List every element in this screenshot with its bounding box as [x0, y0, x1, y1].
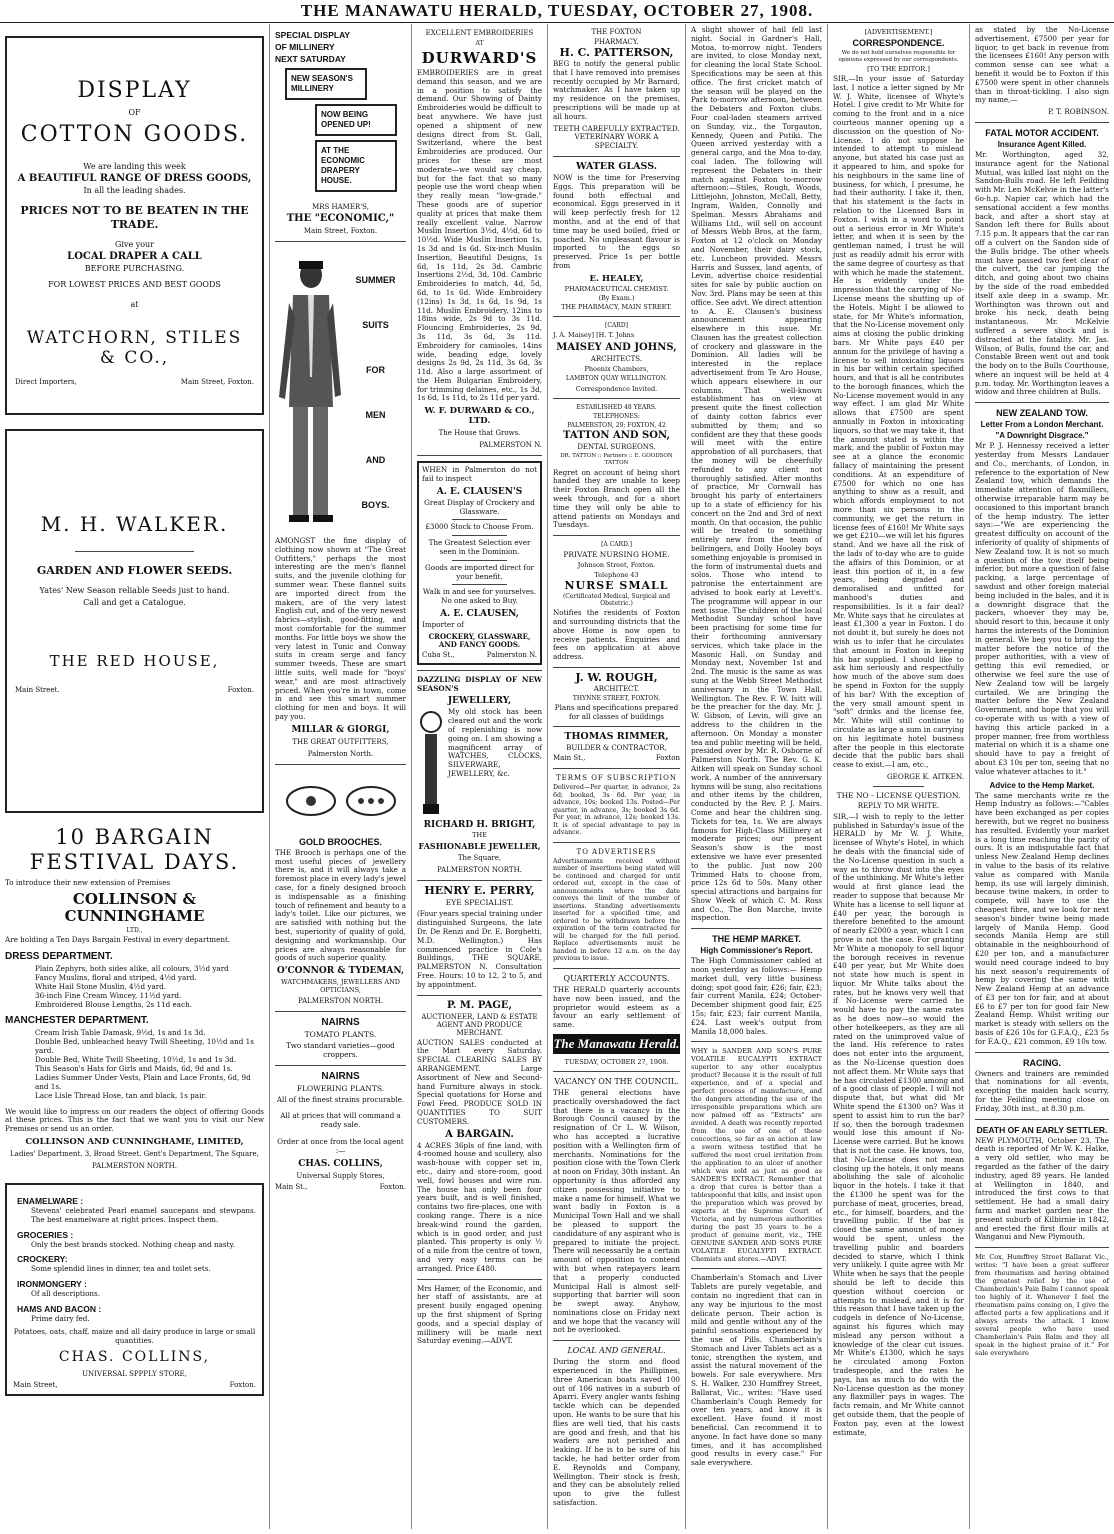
- clausen-foot-right: Palmerston N.: [486, 650, 537, 659]
- cotton-goods-ad: [5, 36, 264, 415]
- nairns-2-t1: All of the finest strains procurable.: [276, 1094, 405, 1104]
- patterson-h1: THE FOXTON: [591, 28, 642, 36]
- cotton-p7: BEFORE PURCHASING.: [84, 264, 185, 273]
- vacancy-heading: VACANCY ON THE COUNCIL.: [554, 1076, 679, 1086]
- nursing-card: [A CARD.]: [601, 541, 632, 549]
- suits-city: Palmerston North.: [307, 749, 374, 758]
- nairns-2-t2: All at prices that will command a ready sale.: [280, 1111, 401, 1130]
- manchester-item: Double Bed, unbleached heavy Twill Sheeting, 10½d and 1s yard.: [35, 1036, 254, 1055]
- patterson-teeth: TEETH CAREFULLY EXTRACTED. VETERINARY WORK A SPECIALTY.: [553, 123, 680, 151]
- manchester-item: Double Bed, White Twill Sheeting, 10½d, 1s and 1s 3d.: [35, 1054, 237, 1064]
- walker-p1: Yates' New Season reliable Seeds just to hand.: [39, 586, 230, 595]
- bargain-p2: Are holding a Ten Days Bargain Festival in every department.: [5, 934, 231, 944]
- tatton-est: ESTABLISHED 48 YEARS.: [576, 403, 657, 411]
- cotton-goods-heading: COTTON GOODS.: [20, 122, 249, 147]
- to-the-editor: [TO THE EDITOR.]: [867, 65, 930, 73]
- nairns-2-footer: [275, 1183, 406, 1192]
- nairns-2-foot-right: Foxton.: [379, 1182, 406, 1191]
- bargain-p3: We would like to impress on our readers the object of offering Goods at these prices. This is the fact that we want you to visit our New Premises or send us an order.: [5, 1106, 264, 1134]
- cotton-of: OF: [128, 108, 141, 117]
- clausen-p7: Importer of: [422, 620, 464, 630]
- collins-name: CHAS. COLLINS,: [58, 1349, 211, 1366]
- maisey-name: MAISEY AND JOHNS,: [556, 341, 677, 353]
- nairns-2-agent: CHAS. COLLINS,: [298, 1158, 383, 1169]
- bargain-intro: To introduce their new extension of Premises: [5, 878, 171, 887]
- dress-dept-heading: DRESS DEPARTMENT.: [5, 950, 113, 962]
- tatton-tel2: PALMERSTON, 29; FOXTON, 42: [567, 421, 666, 429]
- brooches-title: GOLD BROOCHES.: [298, 836, 382, 847]
- nairns-1-sub: TOMATO PLANTS.: [304, 1030, 377, 1040]
- clausen-name2: A. E. CLAUSEN,: [440, 609, 519, 620]
- quarterly-heading: QUARTERLY ACCOUNTS.: [563, 973, 670, 983]
- suits-firm: MILLAR & GIORGI,: [291, 724, 390, 735]
- dress-items: [5, 964, 264, 1009]
- suits-word-1: SUMMER: [355, 274, 396, 285]
- collins-ad: [5, 1183, 264, 1396]
- column-5: [686, 24, 828, 1529]
- crockery-heading: CROCKERY:: [17, 1254, 68, 1265]
- water-glass-title: WATER GLASS.: [575, 160, 658, 172]
- nursing-addr: Johnson Street, Foxton.: [577, 561, 656, 570]
- bright-heading: DAZZLING DISPLAY OF NEW SEASON'S: [417, 674, 542, 693]
- column-7: [970, 24, 1114, 1529]
- rough-text: Plans and specifications prepared for all classes of buildings: [554, 702, 679, 721]
- nairns-2-name: NAIRNS: [321, 1070, 360, 1082]
- groceries-text: Only the best brands stocked. Nothing cheap and nasty.: [31, 1239, 235, 1249]
- cotton-p9: at: [130, 300, 139, 309]
- cotton-footer: [15, 378, 254, 387]
- maisey-corr: Correspondence Invited.: [575, 384, 658, 393]
- dress-item: Fancy Muslins, floral and striped, 4½d yard.: [35, 972, 197, 982]
- bargain-addr: Ladies' Department, 3, Broad Street. Gent's Department, The Square,: [10, 1149, 259, 1158]
- millinery-addr: Main Street, Foxton.: [303, 227, 378, 235]
- bargain-ad: [5, 825, 264, 1171]
- healey-sub: PHARMACEUTICAL CHEMIST.: [564, 284, 669, 293]
- chamberlain-ad-text: Chamberlain's Stomach and Liver Tablets are purely vegetable, and contain no ingredient that can in any way be injurious to the most delicate person. Their action is mild and gentle without any of the painful sensations experienced by the use of Pills. Chamberlain's Stomach and Liver Tablets act as a tonic, strengthen the system, and assist the natural movement of the bowels. For sale everywhere. Mrs S. H. Walker, 230 Humffrey Street, Ballarat, Vic., writes: "Have used Chamberlain's Cough Remedy for over ten years, and know it is excellent. Have found it most beneficial. Can recommend it to anyone. In fact have done so many times, and it has accomplished good results in every case." For sale everywhere.: [691, 1273, 822, 1468]
- letter-robinson-cont: as stated by the No-License advertisement, £7500 per year for liquor, to get back in revenue from the licensees £160! Any person with common sense can see what a benefit it would be to Foxton if this £7500 were spent in other channels than in throat-tickling. I also sign my name,—: [975, 25, 1109, 105]
- page-sub: AUCTIONEER, LAND & ESTATE AGENT AND PRODUCE MERCHANT.: [421, 1012, 538, 1037]
- perry-name: HENRY E. PERRY,: [424, 884, 535, 898]
- hamer-note: Mrs Hamer, of the Economic, and her staff of assistants, are at present busily engaged opening up the first shipment of Spring goods, and a special display of millinery will be made next Saturday evening.—ADVT.: [417, 1283, 542, 1346]
- bright-text: My old stock has been cleared out and the work of replenishing is now going on. I am showing a magnificent array of WATCHES, CLOCKS, SILVERWARE, JEWELLERY, &c.: [448, 707, 542, 779]
- page-bargain-heading: A BARGAIN.: [445, 1128, 514, 1140]
- fatal-accident-subheading: Insurance Agent Killed.: [997, 139, 1087, 149]
- manchester-item: Ladies Summer Under Vests, Plain and Lace Fronts, 6d, 9d and 1s.: [35, 1072, 251, 1091]
- cotton-p6: LOCAL DRAPER A CALL: [67, 251, 202, 262]
- tatton-text: Regret on account of being short handed they are unable to keep their Foxton Branch open all the week through, and for a short time they will only be able to attend patients on Mondays and Tuesdays.: [553, 467, 680, 530]
- collins-foot-left: Main Street,: [13, 1381, 58, 1390]
- tatton-name: TATTON AND SON,: [563, 429, 670, 441]
- collins-foot-right: Foxton.: [229, 1381, 256, 1390]
- millinery-box-2-text: NOW BEING OPENED UP!: [321, 110, 371, 129]
- maisey-sub: ARCHITECTS.: [590, 354, 643, 363]
- perry-sub: EYE SPECIALIST.: [445, 898, 514, 908]
- fatal-accident-heading: FATAL MOTOR ACCIDENT.: [985, 127, 1099, 138]
- column-2: [270, 24, 412, 1529]
- advertisers-text: Advertisements received without number of insertions being stated will be continued and charged for until ordered out, except in the case of announcements where the date conveys the limit of the number of insertions. Standing advertisements inserted for a specified time, and ordered to be withdrawn before the expiration of the term contracted for will be charged for the full period. Replace advertisements must be handed in before 12 a.m. on the day previous to issue.: [553, 857, 680, 963]
- cotton-p2: A BEAUTIFUL RANGE OF DRESS GOODS,: [17, 173, 252, 184]
- cotton-p3: In all the leading shades.: [83, 186, 186, 195]
- walker-house: THE RED HOUSE,: [49, 652, 220, 670]
- suits-word-4: MEN: [365, 409, 386, 420]
- correspondence-heading: CORRESPONDENCE.: [852, 38, 945, 48]
- maisey-addr: Phoenix Chambers,: [584, 364, 649, 373]
- healey-sub2: (By Exam.): [598, 293, 635, 302]
- page-bargain-text: 4 ACRES 36pls of fine land, with 4-roomed house and scullery, also wash-house with copper set in, etc., dairy and store-room, good well, fowl houses and wire run. The house has only been four years built, and is well finished, contains two fire-places, one with cooking range. There is a nice break-wind round the garden, which is in good order, and just planted. This property is only ½ of a mile from the centre of town, and very easy terms can be arranged. Price £480.: [417, 1140, 542, 1273]
- bright-addr: The Square,: [457, 854, 502, 863]
- rough-addr: THYNNE STREET, FOXTON.: [572, 694, 661, 702]
- clausen-footer: [422, 651, 537, 660]
- clausen-p6: Walk in and see for yourselves. No one asked to Buy.: [422, 587, 537, 606]
- cotton-p4: PRICES NOT TO BE BEATEN IN THE TRADE.: [20, 204, 249, 231]
- rimmer-name: THOMAS RIMMER,: [564, 731, 669, 743]
- bright-name: RICHARD H. BRIGHT,: [423, 820, 536, 831]
- rough-name: J. W. ROUGH,: [575, 670, 658, 684]
- watch-chain-illustration: [417, 708, 445, 818]
- walker-foot-right: Foxton.: [227, 686, 254, 694]
- clausen-p5: Goods are imported direct for your benefit.: [425, 562, 534, 581]
- bright-the: THE: [472, 831, 487, 840]
- durward-city: PALMERSTON N.: [479, 441, 542, 450]
- herald-nameplate: The Manawatu Herald.: [553, 1034, 680, 1054]
- millinery-h2: OF MILLINERY: [275, 42, 335, 52]
- brooch-illustration: [281, 771, 401, 831]
- walker-foot-left: Main Street.: [15, 686, 60, 694]
- suits-word-3: FOR: [366, 364, 385, 375]
- suits-word-6: BOYS.: [361, 499, 390, 510]
- dress-item: Embroidered Blouse Lengths, 2s 11d each.: [35, 999, 193, 1009]
- hemp-market-subheading: High Commissioner's Report.: [700, 946, 813, 956]
- maisey-card: [CARD]: [605, 321, 628, 329]
- cotton-p5: Give your: [114, 240, 155, 249]
- cotton-p1: We are landing this week: [83, 162, 186, 171]
- bargain-firm2: COLLINSON AND CUNNINGHAME, LIMITED,: [25, 1136, 244, 1147]
- ironmongery-heading: IRONMONGERY :: [17, 1279, 87, 1290]
- early-settler-text: NEW PLYMOUTH, October 23. The death is reported of Mr W. K. Halke, a very old settler, who may be regarded as the father of the dairy industry, aged 89 years. He landed at Wellington in 1840, and introduced the first cows to that settlement. He had a small dairy farm and market garden near the present suburb of Kilbirnie in 1842, and erected the first flour mills at Wanganui and New Plymouth.: [975, 1135, 1109, 1242]
- rimmer-footer: [553, 754, 680, 763]
- crockery-text: Some splendid lines in dinner, tea and toilet sets.: [31, 1264, 211, 1274]
- clausen-p4: The Greatest Selection ever seen in the Dominion.: [428, 538, 531, 557]
- masthead: THE MANAWATU HERALD, TUESDAY, OCTOBER 27, 1908.: [0, 0, 1114, 23]
- manchester-items: [5, 1028, 264, 1100]
- bargain-firm: COLLINSON & CUNNINGHAME: [64, 889, 205, 925]
- collins-footer: [13, 1381, 256, 1390]
- maisey-names: J. A. Maisey] [H. T. Johns: [553, 330, 635, 339]
- ironmongery-text: Of all descriptions.: [31, 1289, 101, 1299]
- perry-text: (Four years special training under distinguished Surgeons, the late Dr. De Renzi and Dr. E. Borghetti, M.D. Wellington.) Has commenced practice in Cole's Buildings, THE SQUARE, PALMERSTON N. Consultation Free. Hours: 10 to 12, 2 to 5, and by appointment.: [417, 909, 542, 989]
- fatal-accident-text: Mr. Worthington, aged 32, insurance agent for the National Mutual, was killed last night on the Sandon-Bulls road. He left Feilding with Mr. Len McKelvie in the latter's 6o-h.p. Napier car, which had the sensational accident a few months back, and after a short stay at Sandon left there for Bulls about 7.15 p.m. It appears that the car ran off a culvert on the Sandon side of the Bulls bridge. The other wheels must have passed two feet clear of the culvert, the car jumping the ditch, and going about two chains by the side of the road embedded itself axle deep in a swamp. Mr. Worthington was thrown out and broke his neck, death being instantaneous. Mr. McKelvie suffered a severe shock and is distracted at the fatality. Mr. Jas. Wilson, of Bulls, found the car, and Constable Breen went out and took the body on to the Bulls Courthouse, where an inquest will be held at 4 p.m. today. Mr. Worthington leaves a widow and three children at Bulls.: [975, 149, 1109, 397]
- durward-text: EMBROIDERIES are in great demand this season, and we are in a position to satisfy the demand. Our Showing of Dainty Embroideries would be difficult to beat anywhere. We have just opened a shipment of new designs direct from St. Gall, Switzerland, where the best Embroideries are produced. Our prices for these are most moderate—we would say cheap, but for the fact that so many people use the word cheap when they really mean "low-grade." These goods are of superior quality at prices that make them really excellent value. Narrow Muslin Insertion 3½d, 4½d, 6d to 10½d. Wide Muslin Insertion 1s, 1s 3d and 1s 6d. Six-inch Muslin Insertion, Beautiful Designs, 1s 6d, 1s 11d, 2s 3d. Cambric Insertions 2½d, 3d, 10d. Cambric Embroideries to match, 4d, 5d, 6d, to 1s 6d. Wide Embroidery (12ins) 1s 3d, 1s 6d, 1s 9d, 1s 11d. Muslin Embroidery, 12ins to 18ins wide, 2s 9d to 3s 11d. Flouncing Embroideries, 2s 9d, 3s 11d, 3s 6d, 3s 11d. Embroidery for camisoles, 14ins wide, beading edge, lovely designs 2s 9d, 2s 11d, 3s 6d, 3s 11d. Also a large assortment of the Hem Bulgarian Embroidery, for trimming delaines, etc., 1s 3d, 1s 6d, 1s 11d, to 2s 11d per yard.: [417, 68, 542, 403]
- nairns-1-name: NAIRNS: [321, 1017, 360, 1029]
- suits-firm2: THE GREAT OUTFITTERS,: [292, 737, 389, 746]
- millinery-box-1-text: NEW SEASON'S MILLINERY: [291, 74, 353, 93]
- tatton-tel: TELEPHONES:: [593, 412, 640, 420]
- advertisement-tag: [ADVERTISEMENT.]: [864, 28, 933, 36]
- cotton-foot-left: Direct Importers,: [15, 378, 77, 386]
- durward-sub: The House that Grows.: [438, 429, 521, 438]
- nursing-tel: Telephone 43: [594, 571, 639, 580]
- dress-item: White Hail Stone Muslin, 4½d yard.: [35, 981, 167, 991]
- manchester-item: This Season's Hats for Girls and Maids, 6d, 9d and 1s.: [35, 1063, 233, 1073]
- suits-word-2: SUITS: [362, 319, 389, 330]
- advertisers-heading: TO ADVERTISERS: [576, 847, 657, 856]
- brooches-firm: O'CONNOR & TYDEMAN,: [276, 966, 405, 977]
- hemp-advice-text: The same merchants write re the Hemp Industry as follows:—"Cables have been exchanged as per copies herewith, but we regret no business has resulted. Evidently your market is a long time reaching the parity of ours. It is an indisputable fact that unless New Zealand Hemp declines in value to the basis of its relative value as compared with Manila hemp, its use will largely diminish, because twine makers, in order to compete, will have to use the cheapest fibre, and we look for next season's binder twine being made largely of Manila Hemp. Good seconds Manila Hemp are still obtainable in the neighbourhood of £20 per ton, and a manufacturer would need courage indeed to buy his next season's requirements of hemp by covering the same with New Zealand Hemp at an advance of £3 per ton for fair, and at about £6 to £7 per ton for good fair New Zealand Hemp. Whilst writing our market is steady with sellers on the basis of £26 10s for G.F.A.Q., £23 5s for F.A.Q., £21 common, £9 10s tow.: [975, 790, 1109, 1046]
- letter-robinson: SIR,—I wish to reply to the letter published in Saturday's issue of the HERALD by Mr W. J. White, licensee of Whyte's Hotel, in which he deals with the financial side of the No-License question in such a way as to throw dust into the eyes of the unthinking. Mr White's letter would at first glance lead the reader to suppose that because Mr White has a license to sell liquor at £40 per year, the borough is therefore benefited to the amount of nearly £2000 a year, which I can prove is not the case. For granting Mr White a monopoly to sell liquor the borough receives in revenue £40 per year, but Mr White does not state how much is spent in liquor. Mr White talks about the rates, but he knows very well that if No-License were carried he would have to pay the same rates as he does now—so would the other hotelkeepers, as they are all rated on the unimproved value of the land. His reference to rates does not enter into the argument, as the No-License question does not affect them. Mr White says that he has circulated £1300 among and of a good class of people. I will not dispute that, but what did Mr White spend the £1300 on? Was it spent to assist him to run the bar? If so, then the borough tradesmen would lose this amount if No-License were carried. But he knows that is not the case. He knows, too, that No-License does not mean closing up the hotels, it only means abolishing the sale of alcoholic liquor in the hotels. I take it that the £1300 he spent was for the purchase of meat, groceries, bread, etc., for himself, boarders, and the travelling public. If the bar is closed the same amount of money would be spent, unless the travelling public and boarders decided to starve, which I think very unlikely. I quite agree with Mr White when he says that the people should be left to decide this question without coercion or attempts to mislead, and it is for this reason that I have taken up the cudgels in defence of No-License, against his figures which may mislead any person without a knowledge of the clear cut issues. Mr White's £1300, which he says he circulated among Foxton tradespeople, and the rates he pays, has as much to do with the No-License question as the money any flaxmiller pays in wages. The facts remain, and Mr White cannot get outside them, that the people of Foxton pay, even at the lowest estimate,: [833, 811, 964, 1437]
- page-text: AUCTION SALES conducted at the Mart every Saturday. SPECIAL CLEARING SALES BY ARRANGEMENT. Large Assortment of New and Second-hand Furniture always in stock. Special quotations for Horse and Fowl Feed. PRODUCE SOLD IN QUANTITIES TO SUIT CUSTOMERS.: [417, 1037, 542, 1126]
- rimmer-foot-right: Foxton: [655, 754, 680, 763]
- manchester-dept-heading: MANCHESTER DEPARTMENT.: [5, 1014, 149, 1026]
- cotton-p8: FOR LOWEST PRICES AND BEST GOODS: [48, 280, 221, 289]
- early-settler-heading: DEATH OF AN EARLY SETTLER.: [976, 1124, 1108, 1135]
- nz-tow-text: Mr P. J. Hennessy received a letter yesterday from Messrs Landauer and Co., merchants, of London, in reference to the exportation of New Zealand tow, which demands the immediate attention of flaxmillers, otherwise irreparable harm may be occasioned to this important branch of the hemp industry. The letter says:—"We are experiencing the greatest difficulty on account of the inferiority of quality of shipments of New Zealand tow. It is not so much a question of the tow itself being inferior, but more a question of false packing, a large percentage of sawdust and other foreign material being included in the bales, and it is a downright disgrace that the packers, whoever they may be, should resort to this, because it only harms the interests of the Dominion in general. We beg you to bring the matter before the notice of the proper authorities, with a view of getting this evil remedied, or otherwise we feel sure the use of New Zealand tow will be largely curtailed. We are bringing the matter before the New Zealand Government, and hope that you will co-operate with us with a view of having this article packed in a proper manner, free from worthless material on which it is a shame one should have to pay a freight of about £3 10s per ton, seeing that no value whatever attaches to it.": [975, 441, 1109, 776]
- racing-text: Owners and trainers are reminded that nominations for all events, excepting the maiden hack scurry, for the Feilding meeting close on Friday, 30th inst., at 8.30 p.m.: [975, 1068, 1109, 1113]
- cotton-display-heading: DISPLAY: [77, 78, 192, 103]
- bright-city: PALMERSTON NORTH.: [437, 866, 522, 875]
- durward-name: DURWARD'S: [421, 49, 538, 67]
- hams-text: Prime dairy fed.: [31, 1313, 90, 1323]
- clausen-ad: [417, 461, 542, 665]
- racing-heading: RACING.: [1023, 1057, 1061, 1068]
- enamel-text: Stevens' celebrated Pearl enamel saucepans and stewpans. The best enamelware at right prices. Inspect them.: [31, 1205, 256, 1224]
- letter-aitken: SIR,—In your issue of Saturday last, I notice a letter signed by Mr W. J. White, licensee of Whyte's Hotel. I give credit to Mr White for coming to the front and in a nice courteous manner opening up a discussion on the question of No-License. I do not suppose he intended to attempt to mislead anyone, but stated his case just as it appeared to him, and spoke for his neighbours in the same line of business, for which, I presume, he had their authority. I take it, then, that his statement is the facts in relation to the Licensed Bars in Foxton. I wish in a word to point out a serious error in Mr White's letter, and when it is seen by the gentleman named, I trust he will just as readily admit his error with the same degree of courtesy as that with which he made the statement. He is evidently under the impression that the carrying of No-License means the shutting up of the Hotels. Might I be allowed to state, for Mr White's information, that the No-License movement only aims at closing the public drinking bars. Mr White pays £40 per annum for the privilege of having a license to sell intoxicating liquors in his bar within certain specified hours, and that is all he contributes to the borough finances, which the No-License movement would in any way effect. I am glad Mr White allows that £7500 are spent annually in Foxton in intoxicating liquors, so that we may take it, that the amount stated is within the mark, and the public of Foxton may see at a glance the economic fallacy of maintaining the present conditions. At an expenditure of £7500 for which no one has anything to show as a result, and which affords employment to not more than six persons in the community, we get the return in license fees of £160! Mr White says we get £210—we will let his figures stand. And we have all the risk of the lads of to-day who are to guide the affairs of this Dominion, or at least this portion of it, in a few years, being degraded and demoralised and unfitted for manhood's duties and responsibilities. Is it a fair deal? Mr. White says that he circulates at least £1,300 a year in Foxton. I do not doubt it, but surely he does not wish us to infer that he circulates that amount in Foxton in keeping his bar supplied. I should like to ask him seriously and respectfully how much of the above sum does he spend in Foxton for the supply of his bar? With the exception of the very small amount spent in "soft" drinks and the license fee, Mr. White will still continue to circulate as large a sum in carrying on his legitimate hotel business after the people in this electorate decide that the public bars shall cease to exist.—I am, etc.,: [833, 74, 964, 770]
- clausen-name: A. E. CLAUSEN'S: [436, 486, 523, 497]
- walker-ad: [5, 429, 264, 813]
- dress-item: Plain Zephyrs, both sides alike, all colours, 3½d yard: [35, 963, 229, 973]
- hemp-advice-heading: Advice to the Hemp Market.: [989, 780, 1095, 790]
- page-name: P. M. PAGE,: [446, 999, 513, 1011]
- hams-heading: HAMS AND BACON :: [17, 1303, 102, 1314]
- cotton-firm: WATCHORN, STILES & CO.,: [26, 328, 243, 368]
- column-4: [548, 24, 686, 1529]
- bright-sub: FASHIONABLE JEWELLER,: [418, 841, 541, 852]
- brooches-city: PALMERSTON NORTH.: [298, 997, 383, 1006]
- terms-text: Delivered—Per quarter, in advance, 2s 6d; booked, 3s 6d. Per year, in advance, 10s; booked 13s. Posted—Per quarter, in advance, 3s; booked 3s 6d. Per year, in advance, 12s; booked 13s. It is of special advantage to pay in advance.: [553, 784, 680, 837]
- chamberlain-pain-balm-text: Mr. Cox, Humffrey Street Ballarat Vic., writes: "I have been a great sufferer from rheumatism and having obtained the greatest relief by the use of Chamberlain's Pain Balm I cannot speak too highly of it. Whenever I feel the rheumatism pains coming on, I give the affected parts a few applications and it always arrests the attack. I know several people who have used Chamberlain's Pain Balm and they all speak in the highest praise of it." For sale everywhere: [975, 1253, 1109, 1358]
- local-text: During the storm and flood experienced in the Phillipines, three American boats saved 100 out of 106 natives in a suburb of Aparri. Every angler wants fishing tackle which can be depended upon. He wants to be sure that his flies are well tied, that his casts are good and fresh, and that his waders are not perished and leaking. If he is to be sure of his tackle, he had better order from E. Reynolds and Company, Wellington. Their stock is fresh, and they can be absolutely relied upon to give the fullest satisfaction.: [553, 1357, 680, 1508]
- manchester-item: Lace Lisle Thread Hose, tan and black, 1s pair.: [35, 1090, 207, 1100]
- bargain-city: PALMERSTON NORTH.: [92, 1161, 177, 1170]
- suits-text: AMONGST the fine display of clothing now shown at "The Great Outfitters," perhaps the most interesting are the men's flannel suits, and the juvenile clothing for summer wear. These flannel suits are imported direct from the makers, are of the very latest English cut, and of the very newest fabrics—stylish, good-fitting, and most comfortable for the summer months. For little boys we show the very latest in Tunic and Conway suits in cream serge and fancy summer tweeds. These are smart little suits, well made for "boys' wear," and are most attractively priced. When you're in town, come in and see this smart summer clothing for men and boys. It will pay you.: [275, 536, 406, 721]
- rough-sub: ARCHITECT.: [593, 684, 640, 693]
- durward-h2: AT: [475, 40, 484, 47]
- nz-tow-subheading: Letter From a London Merchant.: [980, 420, 1104, 430]
- eucalypti-ad-text: WHY is SANDER AND SON'S PURE VOLATILE EUCALYPTI EXTRACT superior to any other eucalyptus product? Because it is the result of full experience, and of a special and perfect process of manufacture, and the dangers attending the use of the irresponsible preparations which are now palmed off as "Extracts" are avoided. A death was recently reported from the use of one of these concoctions, so far as an action at law a sworn witness testified that he suffered the most cruel irritation from the application to an ulcer of another which was sold as just as good as SANDER'S EXTRACT. Remember that a drop that cures is better than a tablespoonful that kills, and insist upon the preparation which was proved by experts at the Supreme Court of Victoria, and by numerous authorities during the past 35 years to be a product of genuine merit, viz., THE GENUINE SANDER AND SONS PURE VOLATILE EUCALYPTI EXTRACT. Chemists and stores.—ADVT.: [691, 1047, 822, 1264]
- durward-h1: EXCELLENT EMBROIDERIES: [425, 29, 534, 37]
- clausen-p3: £3000 Stock to Choose From.: [425, 522, 534, 532]
- suits-word-5: AND: [365, 454, 386, 465]
- local-news-text: A slight shower of hail fell last night. Social in Gardner's Hall, Motoa, to-morrow night. Tenders are invited, to close Monday next, for cleaning the local State School. Specifications may be seen at this office. The first cricket match of the season will be played on the Park to-morrow afternoon, between the Debaters and Foxton clubs. Four coal-laden steamers arrived on Sunday, viz., the Torgauton, Kennedy, Queen and Putiki. The Queen arrived yesterday with a general cargo, and the Moa to-day, coal laden. The following will represent the Debaters in their match against Foxton to-morrow afternoon:—Stiles, Rough, Woods, Littlejohn, Johnston, McCall, Betty, Ingram, Walden, Connolly and Spelman. Messrs Abrahams and Williams Ltd., will sell on account of Messrs Webb Bros, at the farm, Foxton at 12 o'clock on Monday and November, their dairy stock, etc. Luncheon provided. Messrs Harris and Sussex, land agents, of Levin, advertise choice residential sites for sale by public auction on Nov. 3rd. Plans may be seen at this office. See advt. We direct attention to A. E. Clausen's business announcement appearing elsewhere in this issue. Mr. Clausen has the greatest collection of crockery and glassware in the Dominion. All ladies will be interested in the replace advertisement from Te Aro House, which appears elsewhere in our columns. That well-known establishment has on view at present quite the finest collection of dainty cotton fabrics ever submitted by them; and so confident are they that these goods will meet with the entire approbation of all purchasers, that the money will be cheerfully refunded to any client not thoroughly satisfied. After months of practice, Mr Cornwall has brought his party of entertainers up to a state of efficiency for his concert on the 2nd and 3rd of next month. On that occasion, the public will be treated to something entirely new from the team of bellringers, and Dolly Hooley boys something enjoyable is promised in the form of instrumental duets and solos. Those who intend to patronise the entertainment are advised to book early at Levett's. The programme will appear in our next issue. The children of the local Methodist Sunday school have been practising for some time for their forthcoming anniversary services, which take place in the Masonic Hall, on Sunday and Monday next, November 1st and 2nd. The music is the same as was sung at the Webb Street Methodist anniversary in the Town Hall, Wellington. The Rev. F. W. Isitt will be the preacher for the day. Mr. J. W. Gibson, of Levin, will give an address to the children in the afternoon. On Monday a monster tea and public meeting will be held, presided over by Mr. R. Osborne of Palmerston North. The Rev. G. K. Aitken will speak on Sunday school work. A number of the anniversary hymns will be sung, also recitations and other items by the children, conducted by the Rev. P. J. Mairs. Come and hear the children sing. Tickets for tea, 1s. We are always famous for High-Class Millinery at moderate prices; our present Season's show is the most extensive we have ever presented to the public. Just now 200 Trimmed Hats to choose from, price 12s 6d to 50s. Many other special attractions and bargains for Show Week of which C. M. Ross and Co., The Bon Marche, invite inspection.: [691, 25, 822, 923]
- millinery-mrs: MRS HAMER'S,: [312, 203, 369, 211]
- walker-footer: [15, 686, 254, 695]
- clausen-p8: CROCKERY, GLASSWARE, AND FANCY GOODS.: [428, 631, 531, 649]
- nursing-text: Notifies the residents of Foxton and surrounding districts that the above Home is now open to receive patients. Enquiries and fees on application at above address.: [553, 608, 680, 662]
- suits-ad-figure: [275, 247, 406, 537]
- letter-robinson-signature: P. T. ROBINSON.: [1048, 107, 1109, 117]
- rimmer-sub: BUILDER & CONTRACTOR,: [566, 744, 667, 753]
- nairns-2-foot-left: Main St.,: [275, 1182, 308, 1191]
- rimmer-foot-left: Main St.,: [553, 754, 586, 763]
- nairns-2-sub: FLOWERING PLANTS.: [296, 1083, 385, 1093]
- millinery-h3: NEXT SATURDAY: [275, 54, 346, 64]
- healey-name: E. HEALEY,: [589, 273, 644, 284]
- hemp-market-heading: THE HEMP MARKET.: [712, 934, 801, 945]
- local-heading: LOCAL AND GENERAL.: [567, 1346, 666, 1356]
- durward-firm: W. F. DURWARD & CO., LTD.: [424, 406, 535, 427]
- potatoes-text: Potatoes, oats, chaff, maize and all dairy produce in large or small quantities.: [13, 1326, 256, 1345]
- millinery-economic: THE "ECONOMIC,": [286, 213, 395, 224]
- nurse-small-name: NURSE SMALL: [564, 579, 669, 593]
- nz-tow-subheading-2: "A Downright Disgrace.": [995, 431, 1089, 441]
- healey-addr: THE PHARMACY, MAIN STREET.: [561, 302, 672, 311]
- millinery-box-3-text: AT THE ECONOMIC DRAPERY HOUSE.: [321, 146, 365, 185]
- man-in-suit-illustration: [275, 247, 345, 537]
- quarterly-text: THE HERALD quarterly accounts have now been issued, and the proprietor would esteem as a favour an early settlement of same.: [553, 984, 680, 1030]
- millinery-box-3: [315, 140, 397, 192]
- no-license-heading: THE NO - LICENSE QUESTION.: [836, 790, 961, 800]
- maisey-addr2: LAMBTON QUAY WELLINGTON.: [565, 374, 668, 382]
- nairns-2-t3: Order at once from the local agent :—: [277, 1137, 404, 1155]
- nursing-heading: PRIVATE NURSING HOME.: [563, 550, 670, 560]
- millinery-box-2: [315, 104, 397, 136]
- water-glass-text: NOW is the time for Preserving Eggs. This preparation will be found both effectual and economical. Eggs preserved in it will keep perfectly fresh for 12 months, and at the end of that time may be used boiled, fried or poached. No unpleasant flavour is imported to the eggs so preserved. Price 1s per bottle from: [553, 172, 680, 270]
- walker-name: M. H. WALKER.: [40, 512, 229, 536]
- brooches-text: THE Brooch is perhaps one of the most useful pieces of jewellery there is, and it will always take a foremost place in every lady's jewel case, for a finely designed brooch is indispensable as a finishing touch of refinement and beauty to a lady's toilet. Like our pictures, we are satisfied with nothing but the best, superiority of quality of gold, designing and workmanship. Our prices are always reasonable for goods of such superior quality.: [275, 847, 406, 963]
- enamel-heading: ENAMELWARE :: [17, 1195, 84, 1206]
- correspondence-disclaimer: We do not hold ourselves responsible for opinions expressed by our correspondents.: [838, 50, 959, 63]
- patterson-name: H. C. PATTERSON,: [559, 46, 674, 59]
- tatton-partners: DR. TATTON :: Partners :: E. GOODSON TATTON: [560, 452, 673, 466]
- clausen-foot-left: Cuba St.,: [422, 650, 455, 659]
- bright-heading2: JEWELLERY,: [447, 696, 512, 707]
- nairns-2-agent2: Universal Supply Stores,: [296, 1171, 385, 1180]
- tatton-sub: DENTAL SURGEONS.: [577, 442, 656, 451]
- brooches-sub: WATCHMAKERS, JEWELLERS AND OPTICIANS,: [280, 978, 401, 995]
- clausen-p1: WHEN in Palmerston do not fail to inspect: [422, 465, 537, 484]
- bargain-title: 10 BARGAIN FESTIVAL DAYS.: [29, 825, 240, 874]
- millinery-h1: SPECIAL DISPLAY: [275, 30, 351, 40]
- walker-sub: GARDEN AND FLOWER SEEDS.: [36, 564, 233, 577]
- column-3: [412, 24, 548, 1529]
- terms-heading: TERMS OF SUBSCRIPTION: [555, 774, 678, 783]
- reply-heading: REPLY TO MR WHITE.: [857, 801, 940, 810]
- collins-sub: UNIVERSAL SPPPLY STORE,: [82, 1370, 187, 1379]
- hemp-market-text: The High Commissioner cabled at noon yesterday as follows:— Hemp market dull, very little business doing; spot good fair, £26; fair, £23; fair current Manila, £24; October-December shipment good fair, £25 15s; fair, £23; fair current Manila, £24. Last week's output from Manila 18,000 bales.: [691, 956, 822, 1036]
- bargain-ltd: LTD.,: [126, 926, 143, 934]
- nursing-cert: (Certificated Medical, Surgical and Obstetric.): [562, 593, 671, 608]
- millinery-box-1: [285, 68, 367, 100]
- column-1: [0, 24, 270, 1529]
- nairns-1-text: Two standard varieties—good croppers.: [286, 1041, 395, 1059]
- herald-date: TUESDAY, OCTOBER 27, 1908.: [564, 1057, 669, 1066]
- manchester-item: Cream Irish Table Damask, 9½d, 1s and 1s 3d.: [35, 1027, 206, 1037]
- patterson-h2: PHARMACY.: [594, 38, 639, 46]
- letter-aitken-signature: GEORGE K. AITKEN.: [886, 771, 964, 781]
- column-6: [828, 24, 970, 1529]
- vacancy-text: THE general elections have practically overshadowed the fact that there is a vacancy in the Borough Council caused by the resignation of Cr L. W. Wilson, who has accepted a lucrative position with a Wellington firm of merchants. Nominations for the position close with the Town Clerk at noon on Friday, 30th instant. An opportunity is thus afforded any citizen possessing initiative to make a name for himself. What we want badly in Foxton is a Municipal Town Hall and we shall be pleased to support the candidature of any aspirant who is prepared to initiate the project. There will necessarily be a certain amount of opposition to contend with but when ratepayers learn that a properly conducted Municipal Hall is almost self-supporting that barrier will soon be swept away. Anyhow, nominations close on Friday next and we hope that the vacancy will not be overlooked.: [553, 1087, 680, 1335]
- clausen-p2: Great Display of Crockery and Glassware.: [424, 497, 535, 516]
- groceries-heading: GROCERIES :: [17, 1229, 74, 1240]
- walker-p2: Call and get a Catalogue.: [83, 598, 186, 607]
- cotton-foot-right: Main Street, Foxton.: [180, 378, 254, 386]
- patterson-text: BEG to notify the general public that I have removed into premises recently occupied by Mr Barnard, watchmaker. As I have taken up my residence on the premises, prescriptions will be made up at all hours.: [553, 59, 680, 121]
- nz-tow-heading: NEW ZEALAND TOW.: [996, 408, 1088, 419]
- dress-item: 36-inch Fine Cream Wincey, 11½d yard.: [35, 990, 182, 1000]
